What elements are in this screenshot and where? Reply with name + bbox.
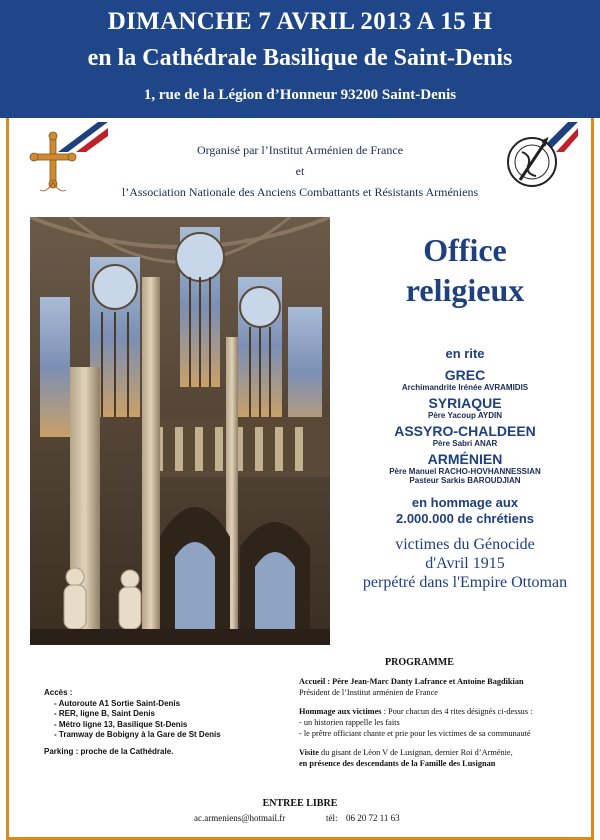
event-date: DIMANCHE 7 AVRIL 2013 A 15 H xyxy=(107,8,493,35)
victimes-line-1: victimes du Génocide xyxy=(395,536,535,553)
organizer-line-3: l’Association Nationale des Anciens Combattants et Résistants Arméniens xyxy=(121,185,479,199)
title-religieux: religieux xyxy=(405,272,525,308)
hommage-text: : Pour chacun des 4 rites désignés ci-dessus : xyxy=(381,707,533,716)
victimes-line-3: perpétré dans l'Empire Ottoman xyxy=(362,574,568,591)
contact-email[interactable]: ac.armeniens@hotmail.fr xyxy=(194,813,286,823)
rite-grec-priest: Archimandrite Irénée AVRAMIDIS xyxy=(401,383,529,392)
hommage-item-2: - le prêtre officiant chante et prie pour les victimes de sa communauté xyxy=(299,729,531,738)
cathedral-interior-photo xyxy=(30,217,330,645)
rite-armenien: ARMÉNIEN xyxy=(427,451,503,467)
rite-intro: en rite xyxy=(445,346,485,361)
tel-label: tél: xyxy=(326,813,338,823)
accueil-label: Accueil xyxy=(299,677,326,686)
organizer-line-2: et xyxy=(295,164,305,178)
rite-assyro-chaldeen-priest: Père Sabri ANAR xyxy=(432,439,498,448)
rite-grec: GREC xyxy=(444,367,486,383)
visite-text: du gisant de Léon V de Lusignan, dernier Roi d’Arménie, xyxy=(318,748,513,757)
access-info xyxy=(44,688,244,757)
organizer-line-1: Organisé par l’Institut Arménien de France xyxy=(196,143,404,157)
hommage-line-1: en hommage aux xyxy=(411,495,519,510)
accueil-sub: Président de l’Institut arménien de France xyxy=(299,688,438,697)
access-item-4: - Tramway de Bobigny à la Gare de St Denis xyxy=(54,730,221,739)
event-address: 1, rue de la Légion d’Honneur 93200 Saint-Denis xyxy=(143,87,457,103)
rite-armenien-priest-2: Pasteur Sarkis BAROUDJIAN xyxy=(409,476,521,485)
access-item-1: - Autoroute A1 Sortie Saint-Denis xyxy=(54,698,181,708)
organizers xyxy=(0,140,600,203)
visite-label: Visite xyxy=(299,748,319,757)
access-item-2: - RER, ligne B, Saint Denis xyxy=(54,709,155,718)
access-item-3: - Métro ligne 13, Basilique St-Denis xyxy=(54,719,188,729)
rite-assyro-chaldeen: ASSYRO-CHALDEEN xyxy=(394,423,536,439)
programme xyxy=(299,676,589,769)
accueil-text: : Père Jean-Marc Danty Lafrance et Antoine Bagdikian xyxy=(325,677,524,686)
header-banner xyxy=(0,0,600,118)
service-details xyxy=(340,230,590,592)
visite-sub: en présence des descendants de la Famille des Lusignan xyxy=(299,759,496,768)
hommage-item-1: - un historien rappelle les faits xyxy=(299,718,400,727)
victimes-line-2: d'Avril 1915 xyxy=(425,555,505,572)
contact-phone: 06 20 72 11 63 xyxy=(346,813,400,823)
programme-title: PROGRAMME xyxy=(385,657,454,668)
entree-libre: ENTREE LIBRE xyxy=(262,798,338,809)
title-office: Office xyxy=(423,232,507,268)
hommage-line-2: 2.000.000 de chrétiens xyxy=(395,511,535,526)
parking-info: Parking : proche de la Cathédrale. xyxy=(44,746,174,756)
rite-armenien-priest-1: Père Manuel RACHO-HOVHANNESSIAN xyxy=(389,467,541,476)
rite-syriaque: SYRIAQUE xyxy=(428,395,502,411)
event-venue: en la Cathédrale Basilique de Saint-Denis xyxy=(87,45,513,71)
hommage-label: Hommage aux victimes xyxy=(299,707,382,716)
rite-syriaque-priest: Père Yacoup AYDIN xyxy=(428,411,502,420)
access-title: Accès : xyxy=(44,688,73,697)
